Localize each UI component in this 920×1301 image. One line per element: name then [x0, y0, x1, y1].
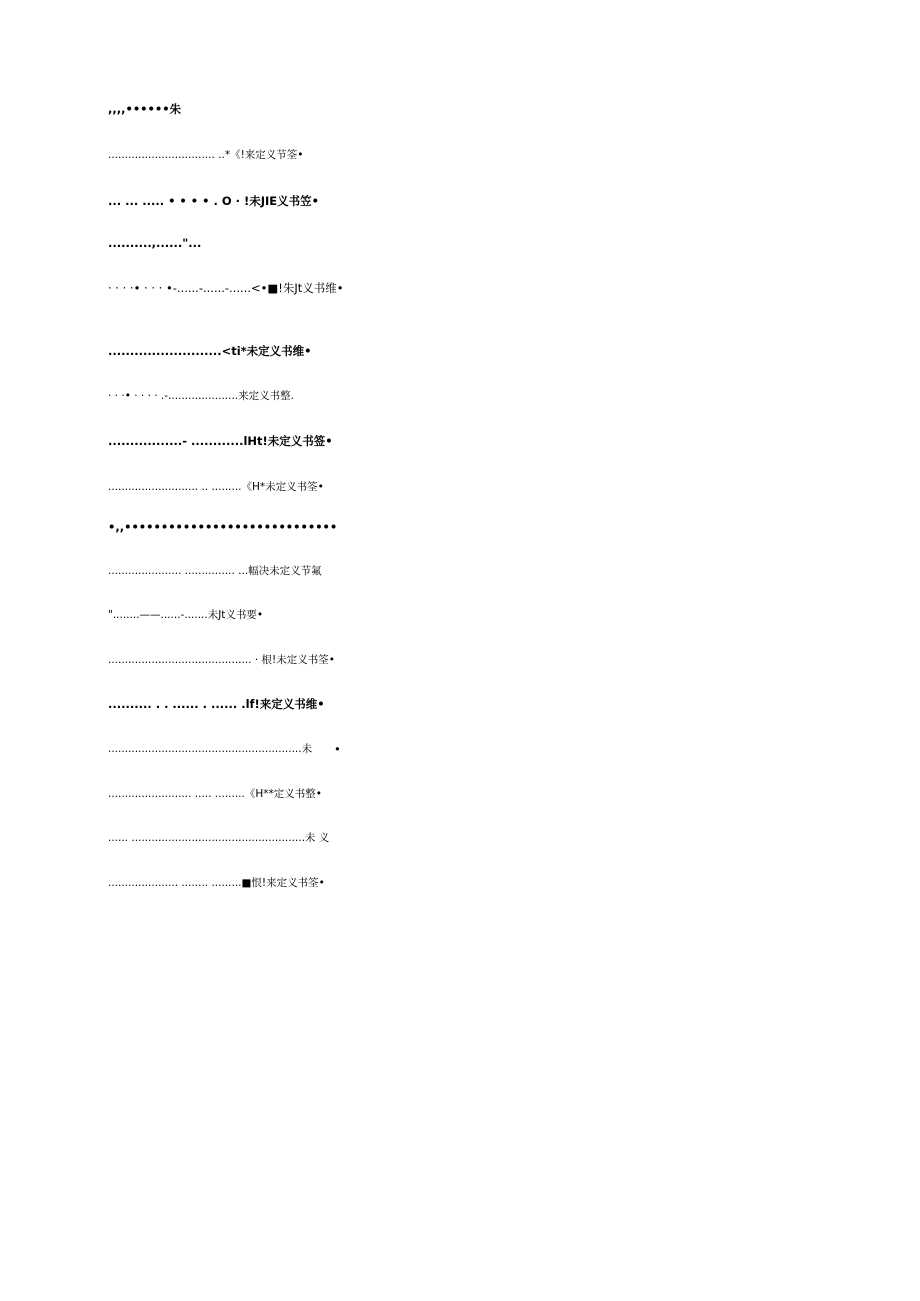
toc-line-18: ..................... ........ .........■恨!来定义书筌• [108, 877, 325, 889]
toc-line-9: ........................... .. .........《H*未定义书筌• [108, 481, 324, 493]
toc-line-6: ..........................<ti*未定义书维• [108, 344, 312, 358]
toc-line-15-tail-dot: • [334, 742, 341, 756]
toc-line-8: .................- ............lHt!未定义书签• [108, 434, 333, 448]
toc-line-2: ................................ ..*《!来定义节筌• [108, 149, 304, 161]
toc-line-7: · · ·• · · · · .-.....................来定义书整. [108, 390, 294, 402]
toc-line-11: ...................... ............... ...幅决未定义节氟 [108, 565, 322, 577]
toc-line-12: "........——......-.......未Jt义书要• [108, 609, 264, 621]
toc-line-16: ......................... ..... .........《H**定义书整• [108, 788, 322, 800]
toc-line-13: ........................................... · 根!未定义书筌• [108, 654, 335, 666]
toc-line-1: ,,,,••••••朱 [108, 102, 182, 116]
toc-line-3: ... ... ..... • • • • . O · !未JIE义书笠• [108, 194, 320, 208]
toc-line-15: ..........................................................未 [108, 743, 313, 755]
toc-line-14: .......... . . ...... . ...... .lf!来定义书维• [108, 697, 325, 711]
toc-line-10: •,,••••••••••••••••••••••••••••• [108, 520, 338, 534]
toc-line-5: · · · ·• · · · •-......-......-......<•■!朱Jt义书维• [108, 281, 344, 295]
toc-line-4: ..........,......"... [108, 236, 202, 250]
toc-line-17: ...... ....................................................未 义 [108, 832, 330, 844]
